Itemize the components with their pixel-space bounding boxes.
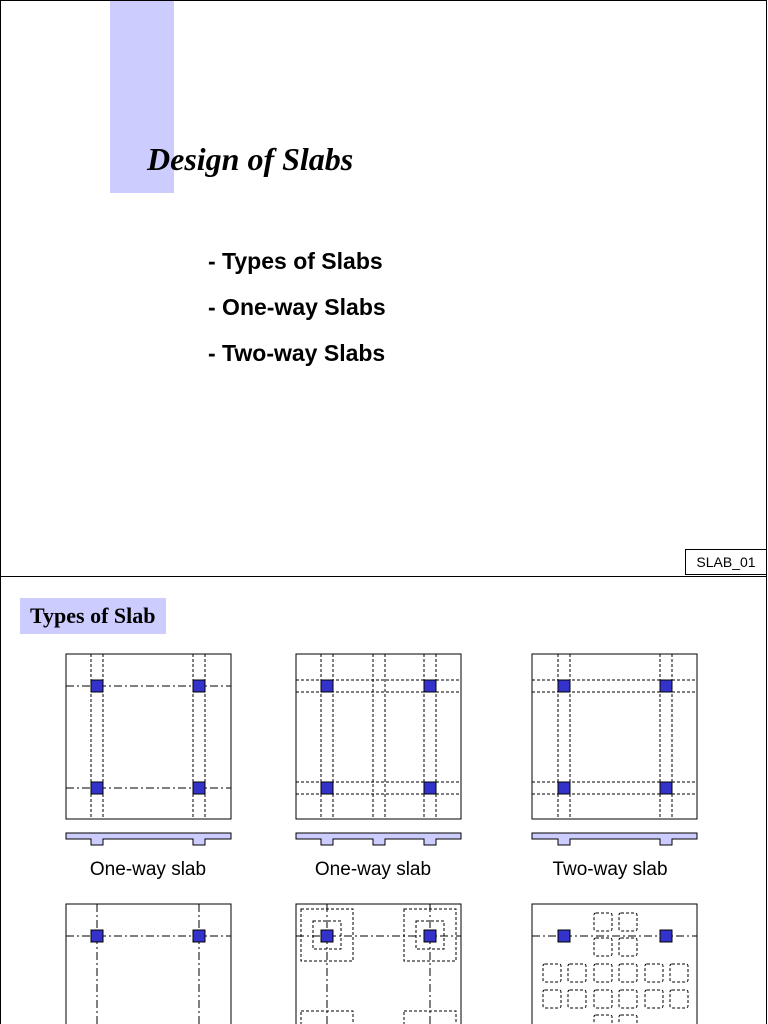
slide-id-label: SLAB_01 <box>685 549 767 575</box>
caption-one-way-slab: One-way slab <box>89 859 207 880</box>
topic-item: - One-way Slabs <box>208 294 386 320</box>
topic-item: - Two-way Slabs <box>208 340 386 366</box>
slab-panel <box>66 904 231 1024</box>
caption-one-way-slab: One-way slab <box>314 859 432 880</box>
beam-lines <box>91 654 205 819</box>
slab-section <box>66 833 697 845</box>
slide-title: Design of Slabs <box>147 141 354 177</box>
slab-panel <box>296 904 461 1024</box>
topic-list <box>208 245 386 383</box>
columns <box>91 680 672 794</box>
slide-types-of-slab <box>0 576 767 1024</box>
topic-item: - Types of Slabs <box>208 248 383 274</box>
slab-diagrams <box>1 577 767 1024</box>
slide-title: Types of Slab <box>20 598 166 634</box>
caption-two-way-slab: Two-way slab <box>552 859 668 880</box>
drop-panels <box>301 909 456 1024</box>
